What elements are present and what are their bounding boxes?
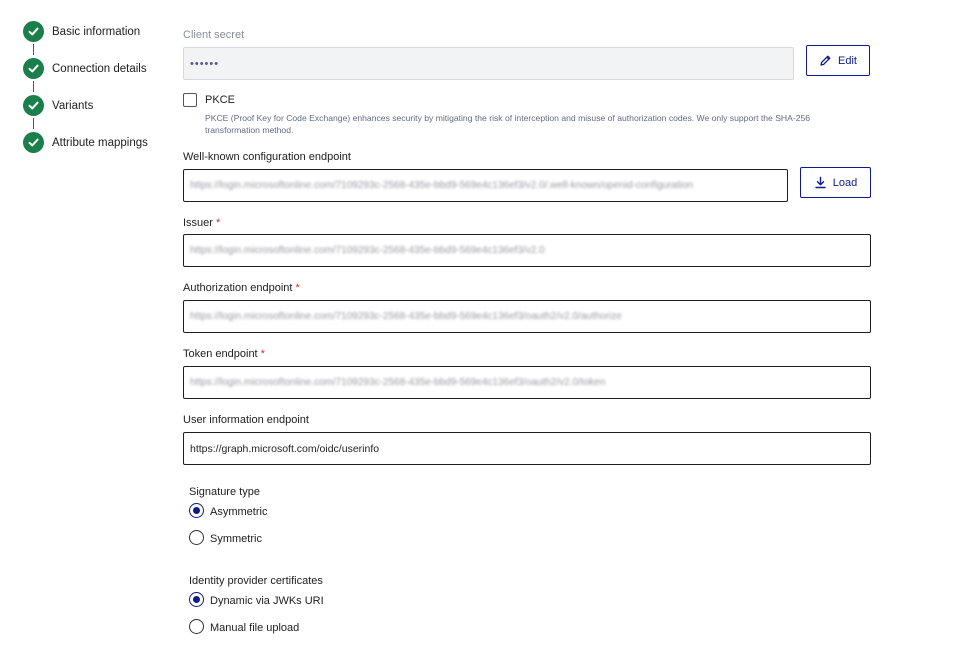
issuer-value: https://login.microsoftonline.com/7109293c-2568-435e-bbd9-569e4c136ef3/v2.0 bbox=[190, 245, 545, 256]
radio-dynamic-jwks-label[interactable]: Dynamic via JWKs URI bbox=[210, 595, 324, 607]
radio-symmetric-label[interactable]: Symmetric bbox=[210, 533, 262, 545]
signature-type-label: Signature type bbox=[189, 486, 260, 498]
pkce-checkbox[interactable] bbox=[183, 93, 197, 107]
radio-symmetric[interactable] bbox=[189, 530, 204, 545]
radio-asymmetric-label[interactable]: Asymmetric bbox=[210, 506, 268, 518]
client-secret-value: •••••• bbox=[190, 57, 220, 70]
check-icon bbox=[23, 95, 44, 116]
radio-asymmetric[interactable] bbox=[189, 503, 204, 518]
load-button-label: Load bbox=[832, 176, 858, 189]
client-secret-label: Client secret bbox=[183, 29, 245, 41]
token-endpoint-label bbox=[183, 348, 265, 360]
token-endpoint-value: https://login.microsoftonline.com/7109293c-2568-435e-bbd9-569e4c136ef3/oauth2/v2.0/token bbox=[190, 377, 606, 388]
stepper-connector bbox=[33, 81, 34, 92]
issuer-input[interactable] bbox=[183, 234, 871, 267]
step-attribute-mappings[interactable] bbox=[23, 132, 148, 153]
check-icon bbox=[23, 58, 44, 79]
radio-dynamic-jwks[interactable] bbox=[189, 592, 204, 607]
step-basic-information[interactable] bbox=[23, 21, 140, 42]
authorization-endpoint-label-text: Authorization endpoint bbox=[183, 282, 293, 294]
radio-manual-upload[interactable] bbox=[189, 619, 204, 634]
required-marker: * bbox=[295, 282, 300, 294]
userinfo-endpoint-input[interactable] bbox=[183, 432, 871, 465]
step-connection-details[interactable] bbox=[23, 58, 147, 79]
token-endpoint-input[interactable] bbox=[183, 366, 871, 399]
check-icon bbox=[23, 132, 44, 153]
step-label: Variants bbox=[52, 99, 94, 112]
step-label: Basic information bbox=[52, 25, 141, 38]
pkce-label: PKCE bbox=[205, 94, 235, 106]
connection-details-form bbox=[183, 0, 873, 648]
check-icon bbox=[23, 21, 44, 42]
radio-manual-upload-label[interactable]: Manual file upload bbox=[210, 622, 300, 634]
issuer-label-text: Issuer bbox=[183, 217, 213, 229]
step-variants[interactable] bbox=[23, 95, 93, 116]
issuer-label bbox=[183, 217, 220, 229]
well-known-value: https://login.microsoftonline.com/7109293c-2568-435e-bbd9-569e4c136ef3/v2.0/.well-known/openid-configuration bbox=[190, 180, 694, 191]
step-label: Attribute mappings bbox=[52, 136, 148, 149]
stepper-connector bbox=[33, 44, 34, 55]
userinfo-endpoint-label: User information endpoint bbox=[183, 414, 309, 426]
token-endpoint-label-text: Token endpoint bbox=[183, 348, 258, 360]
authorization-endpoint-label bbox=[183, 282, 300, 294]
userinfo-endpoint-value: https://graph.microsoft.com/oidc/userinfo bbox=[190, 442, 380, 455]
well-known-label: Well-known configuration endpoint bbox=[183, 151, 351, 163]
edit-client-secret-button[interactable] bbox=[806, 45, 870, 76]
edit-button-label: Edit bbox=[838, 54, 857, 67]
client-secret-field bbox=[183, 47, 794, 80]
required-marker: * bbox=[215, 217, 221, 229]
required-marker: * bbox=[260, 348, 265, 360]
authorization-endpoint-input[interactable] bbox=[183, 300, 871, 333]
download-icon bbox=[814, 176, 827, 189]
step-label: Connection details bbox=[52, 62, 147, 75]
pkce-help-text: PKCE (Proof Key for Code Exchange) enhances security by mitigating the risk of interception and misuse of authorization codes. We only support the SHA-256 transformation method. bbox=[205, 113, 811, 135]
stepper-connector bbox=[33, 118, 34, 129]
authorization-endpoint-value: https://login.microsoftonline.com/7109293c-2568-435e-bbd9-569e4c136ef3/oauth2/v2.0/authorize bbox=[190, 311, 622, 322]
load-button[interactable] bbox=[800, 167, 871, 198]
pencil-icon bbox=[819, 54, 832, 67]
idp-certificates-label: Identity provider certificates bbox=[189, 575, 323, 587]
well-known-input[interactable] bbox=[183, 169, 788, 202]
